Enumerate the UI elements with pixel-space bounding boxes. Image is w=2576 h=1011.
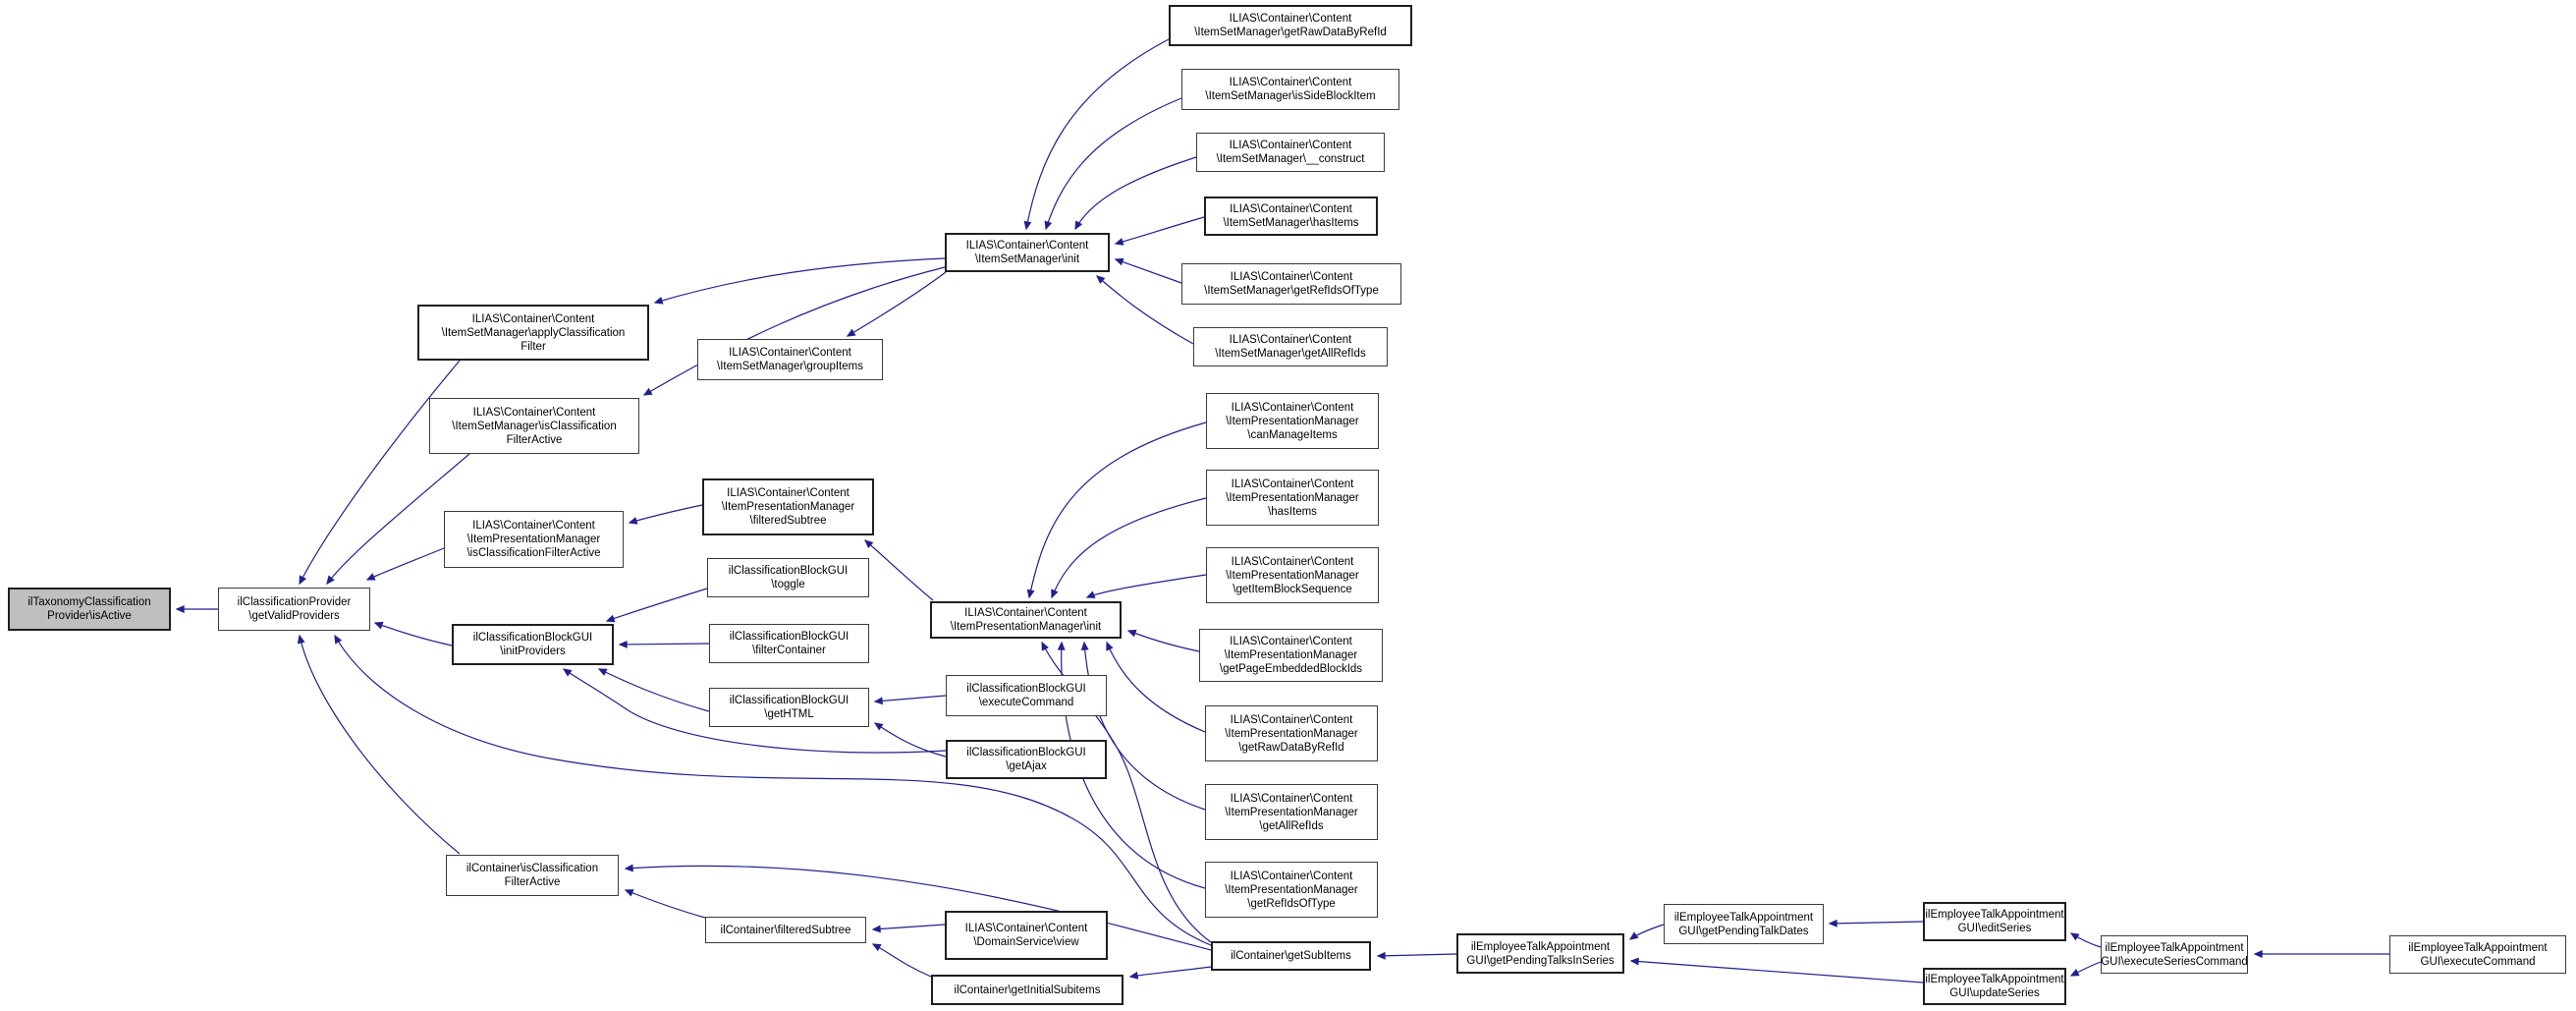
- node-label-line: \filterContainer: [752, 645, 826, 656]
- edge-ism-init-to-ism-groupItems: [848, 272, 946, 336]
- graph-node-ipm-getAllRefIds[interactable]: [1205, 784, 1378, 840]
- edge-domainservice-view-to-cont-filteredSubtree: [873, 925, 945, 929]
- node-label-line: ILIAS\Container\Content: [1230, 203, 1352, 215]
- edge-ism-getAllRefIds-to-ism-init: [1097, 276, 1193, 344]
- graph-node-gui-initProviders[interactable]: [452, 624, 614, 665]
- edge-ipm-canManageItems-to-ipm-init: [1029, 422, 1206, 597]
- node-label-line: ILIAS\Container\Content: [1230, 713, 1353, 726]
- node-label-line: \ItemSetManager\isClassification: [452, 420, 617, 432]
- node-label-line: \ItemPresentationManager: [1226, 415, 1359, 427]
- graph-node-ipm-init[interactable]: [930, 601, 1122, 639]
- node-label-line: \initProviders: [500, 646, 566, 657]
- edge-cont-filteredSubtree-to-cont-isClassificationFilterActive: [626, 890, 705, 918]
- node-label-line: GUI\executeSeriesCommand: [2101, 955, 2248, 968]
- edge-ipm-getPageEmbeddedBlockIds-to-ipm-init: [1128, 631, 1199, 651]
- node-label-line: ILIAS\Container\Content: [1229, 13, 1352, 25]
- node-label-line: GUI\executeCommand: [2420, 955, 2536, 968]
- node-label-line: ilClassificationBlockGUI: [728, 565, 849, 577]
- graph-node-eta-updateSeries[interactable]: [1923, 968, 2066, 1005]
- edge-ipm-isClassificationFilterActive-to-getValidProviders: [367, 548, 444, 580]
- graph-node-ipm-hasItems[interactable]: [1206, 470, 1379, 526]
- node-label-line: GUI\updateSeries: [1949, 987, 2040, 999]
- node-label-line: ilEmployeeTalkAppointment: [1925, 974, 2064, 985]
- edge-ipm-filteredSubtree-to-ipm-isClassificationFilterActive: [630, 505, 702, 523]
- node-label-line: ilContainer\isClassification: [466, 863, 599, 874]
- node-label-line: Filter: [521, 340, 546, 353]
- edge-gui-getHTML-to-gui-initProviders: [599, 669, 709, 711]
- edge-eta-getPendingTalksInSeries-to-cont-getSubItems: [1378, 954, 1456, 956]
- graph-node-ism-getRefIdsOfType[interactable]: [1181, 263, 1401, 305]
- edge-cont-getSubItems-to-cont-getInitialSubitems: [1130, 967, 1211, 977]
- graph-node-gui-getHTML[interactable]: [709, 688, 869, 727]
- node-label-line: Provider\isActive: [47, 610, 132, 622]
- graph-node-eta-getPendingTalksInSeries[interactable]: [1456, 933, 1624, 974]
- node-label-line: \ItemSetManager\init: [974, 253, 1080, 265]
- graph-node-ism-init[interactable]: [945, 233, 1110, 272]
- node-label-line: ilEmployeeTalkAppointment: [1925, 909, 2064, 921]
- edge-ism-isSideBlockItem-to-ism-init: [1046, 98, 1181, 229]
- node-label-line: \ItemPresentationManager: [721, 501, 855, 513]
- graph-node-ipm-filteredSubtree[interactable]: [702, 478, 874, 535]
- edge-ism-getRawDataByRefId-to-ism-init: [1026, 39, 1169, 229]
- graph-node-getValidProviders[interactable]: [218, 588, 370, 631]
- node-label-line: ilClassificationBlockGUI: [472, 632, 593, 644]
- graph-node-ipm-canManageItems[interactable]: [1206, 393, 1379, 449]
- node-label-line: \ItemPresentationManager\init: [950, 621, 1102, 633]
- edge-ism-hasItems-to-ism-init: [1116, 217, 1204, 244]
- node-label-line: ilClassificationBlockGUI: [729, 631, 850, 643]
- edge-eta-executeSeriesCommand-to-eta-updateSeries: [2071, 962, 2101, 976]
- graph-node-cont-getSubItems[interactable]: [1211, 941, 1371, 971]
- node-label-line: ILIAS\Container\Content: [1231, 555, 1354, 568]
- node-label-line: \ItemSetManager\__construct: [1216, 153, 1365, 165]
- graph-node-gui-getAjax[interactable]: [946, 740, 1107, 779]
- node-label-line: \DomainService\view: [973, 936, 1079, 948]
- edge-eta-executeSeriesCommand-to-eta-editSeries: [2071, 933, 2101, 947]
- node-label-line: \ItemSetManager\getAllRefIds: [1215, 348, 1366, 360]
- node-label-line: \ItemPresentationManager: [1226, 491, 1359, 504]
- node-label-line: ILIAS\Container\Content: [1231, 401, 1354, 414]
- edge-gui-executeCommand-to-gui-getHTML: [875, 696, 946, 702]
- node-label-line: ilTaxonomyClassification: [27, 596, 151, 608]
- node-label-line: ILIAS\Container\Content: [729, 347, 851, 359]
- node-label-line: \getRawDataByRefId: [1238, 741, 1344, 754]
- node-label-line: \ItemPresentationManager: [1225, 806, 1358, 818]
- graph-node-isActive: [8, 588, 171, 631]
- edge-ism-applyClassificationFilter-to-getValidProviders: [300, 361, 460, 584]
- node-label-line: \ItemSetManager\groupItems: [717, 361, 863, 372]
- node-label-line: ILIAS\Container\Content: [964, 923, 1088, 934]
- node-label-line: \getRefIdsOfType: [1247, 897, 1336, 910]
- edge-eta-updateSeries-to-eta-getPendingTalksInSeries: [1631, 961, 1923, 983]
- node-label-line: \filteredSubtree: [749, 515, 827, 527]
- node-label-line: \executeCommand: [978, 697, 1074, 708]
- node-label-line: ILIAS\Container\Content: [1229, 334, 1352, 346]
- graph-node-gui-executeCommand[interactable]: [946, 675, 1107, 716]
- edge-gui-initProviders-to-getValidProviders: [375, 623, 452, 646]
- node-label-line: \canManageItems: [1247, 428, 1338, 441]
- edge-cont-isClassificationFilterActive-to-getValidProviders: [300, 636, 460, 854]
- node-label-line: ilEmployeeTalkAppointment: [1673, 911, 1814, 924]
- graph-node-ism-isSideBlockItem[interactable]: [1181, 69, 1399, 110]
- graph-node-ipm-getItemBlockSequence[interactable]: [1206, 547, 1379, 603]
- node-label-line: GUI\getPendingTalksInSeries: [1466, 954, 1615, 967]
- graph-node-ipm-getRawDataByRefId[interactable]: [1205, 705, 1378, 761]
- node-label-line: ilContainer\filteredSubtree: [720, 924, 851, 936]
- graph-node-gui-filterContainer[interactable]: [709, 624, 869, 663]
- node-label-line: ILIAS\Container\Content: [1229, 77, 1352, 88]
- node-label-line: ILIAS\Container\Content: [1231, 477, 1354, 490]
- edge-ipm-getAllRefIds-to-ipm-init: [1084, 643, 1205, 810]
- graph-node-eta-editSeries[interactable]: [1923, 902, 2066, 941]
- node-label-line: ilEmployeeTalkAppointment: [1470, 940, 1611, 953]
- node-label-line: FilterActive: [504, 876, 561, 888]
- graph-node-ipm-getRefIdsOfType[interactable]: [1205, 862, 1378, 918]
- node-label-line: \ItemSetManager\applyClassification: [441, 326, 626, 339]
- node-label-line: \toggle: [771, 579, 805, 590]
- node-label-line: ilContainer\getSubItems: [1231, 950, 1351, 962]
- node-label-line: \getItemBlockSequence: [1233, 583, 1352, 595]
- graph-node-eta-executeSeriesCommand[interactable]: [2101, 935, 2248, 974]
- node-label-line: \getValidProviders: [248, 610, 340, 622]
- node-label-line: GUI\getPendingTalkDates: [1678, 925, 1809, 937]
- node-label-line: \getAllRefIds: [1259, 819, 1324, 832]
- graph-node-ism-isClassificationFilterActive[interactable]: [429, 398, 639, 454]
- node-label-line: ILIAS\Container\Content: [1230, 636, 1352, 647]
- graph-node-eta-executeCommand[interactable]: [2389, 935, 2566, 974]
- graph-node-ism-construct[interactable]: [1196, 133, 1385, 172]
- node-label-line: ilContainer\getInitialSubitems: [954, 983, 1101, 996]
- node-label-line: \ItemPresentationManager: [1225, 727, 1358, 740]
- edge-eta-editSeries-to-eta-getPendingTalkDates: [1830, 922, 1923, 924]
- node-label-line: ILIAS\Container\Content: [471, 312, 595, 325]
- node-label-line: \ItemPresentationManager: [466, 534, 601, 545]
- node-label-line: ilClassificationBlockGUI: [966, 747, 1086, 758]
- node-label-line: ilEmployeeTalkAppointment: [2105, 941, 2244, 954]
- graph-node-gui-toggle[interactable]: [707, 558, 869, 597]
- node-label-line: ILIAS\Container\Content: [1230, 271, 1353, 283]
- node-label-line: \ItemSetManager\getRefIdsOfType: [1204, 285, 1379, 297]
- node-label-line: ILIAS\Container\Content: [472, 520, 595, 532]
- graph-node-cont-isClassificationFilterActive[interactable]: [446, 855, 619, 896]
- node-label-line: \ItemSetManager\hasItems: [1223, 217, 1359, 229]
- graph-node-eta-getPendingTalkDates[interactable]: [1664, 904, 1824, 944]
- node-label-line: ilClassificationBlockGUI: [729, 695, 850, 706]
- edge-ism-getRefIdsOfType-to-ism-init: [1116, 259, 1181, 283]
- edge-cont-getInitialSubitems-to-cont-filteredSubtree: [873, 944, 931, 977]
- graph-node-ipm-getPageEmbeddedBlockIds[interactable]: [1199, 629, 1383, 682]
- graph-node-ism-getAllRefIds[interactable]: [1193, 327, 1388, 366]
- node-label-line: FilterActive: [506, 433, 563, 446]
- edge-ism-init-to-ism-applyClassificationFilter: [655, 258, 945, 303]
- edge-ipm-hasItems-to-ipm-init: [1052, 498, 1206, 597]
- node-label-line: \getPageEmbeddedBlockIds: [1219, 663, 1363, 675]
- node-label-line: \ItemPresentationManager: [1224, 649, 1358, 661]
- edge-eta-getPendingTalkDates-to-eta-getPendingTalksInSeries: [1630, 925, 1664, 939]
- node-label-line: ILIAS\Container\Content: [964, 607, 1087, 619]
- graph-node-domainservice-view[interactable]: [945, 911, 1108, 960]
- node-label-line: \ItemSetManager\isSideBlockItem: [1205, 90, 1376, 102]
- graph-node-ism-getRawDataByRefId[interactable]: [1169, 5, 1412, 46]
- edge-gui-filterContainer-to-gui-initProviders: [620, 644, 709, 645]
- graph-node-cont-getInitialSubitems[interactable]: [931, 975, 1124, 1005]
- node-label-line: \hasItems: [1268, 505, 1317, 518]
- edge-ism-construct-to-ism-init: [1075, 157, 1196, 229]
- node-label-line: ILIAS\Container\Content: [965, 240, 1089, 252]
- graph-node-ism-hasItems[interactable]: [1204, 197, 1378, 236]
- graph-node-ism-applyClassificationFilter[interactable]: [417, 305, 649, 361]
- node-label-line: \ItemPresentationManager: [1226, 569, 1359, 582]
- node-label-line: ILIAS\Container\Content: [1230, 792, 1353, 805]
- node-label-line: \isClassificationFilterActive: [466, 547, 601, 559]
- node-label-line: ILIAS\Container\Content: [472, 406, 596, 419]
- edge-ipm-init-to-ipm-filteredSubtree: [865, 540, 933, 600]
- edge-ipm-getItemBlockSequence-to-ipm-init: [1087, 575, 1206, 597]
- node-label-line: ILIAS\Container\Content: [1229, 140, 1352, 151]
- node-label-line: \getAjax: [1006, 760, 1047, 772]
- graph-node-cont-filteredSubtree[interactable]: [705, 917, 866, 943]
- node-label-line: \ItemPresentationManager: [1225, 883, 1358, 896]
- node-label-line: ilEmployeeTalkAppointment: [2408, 941, 2548, 954]
- node-label-line: GUI\editSeries: [1957, 923, 2032, 934]
- node-label-line: ILIAS\Container\Content: [727, 487, 850, 499]
- edge-gui-toggle-to-gui-initProviders: [607, 589, 707, 621]
- node-label-line: \getHTML: [764, 708, 814, 720]
- edge-ipm-getRawDataByRefId-to-ipm-init: [1107, 643, 1205, 732]
- node-label-line: \ItemSetManager\getRawDataByRefId: [1194, 27, 1387, 38]
- graph-node-ism-groupItems[interactable]: [697, 339, 883, 380]
- node-label-line: ilClassificationBlockGUI: [966, 683, 1086, 695]
- node-label-line: ILIAS\Container\Content: [1230, 870, 1353, 882]
- node-label-line: ilClassificationProvider: [237, 596, 352, 608]
- graph-node-ipm-isClassificationFilterActive[interactable]: [444, 511, 624, 568]
